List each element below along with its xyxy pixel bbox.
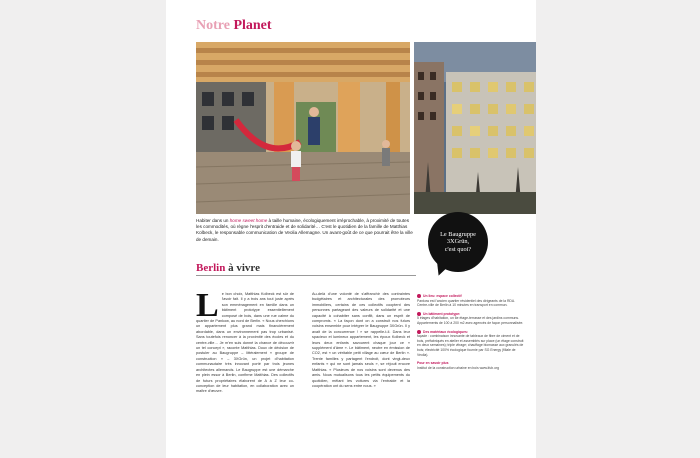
bullet-icon [417,312,421,316]
sidebar-item-head: Un bâtiment prototype: [417,312,527,317]
intro-emphasis: home sweet home [229,218,268,223]
header-word-1: Notre [196,18,230,33]
terrace-photo [196,42,410,214]
article-column-2 [312,292,410,389]
intro-before: Habiter dans un [196,218,230,223]
header-word-2: Planet [233,18,272,33]
bubble-line-2: 3XGrün, [446,238,470,246]
section-title [196,262,260,274]
sidebar-item-text: Pankow est l'ancien quartier résidentiel des dirigeants de la RDA. Centre-ville de Berlin à 10 minutes en transport en commun. [417,298,516,308]
section-title-city: Berlin [196,262,226,274]
sidebar-box [417,290,527,370]
speech-bubble [428,212,488,272]
bullet-icon [417,294,421,298]
sidebar-foot-text[interactable]: Institut de la construction urbaine en bois www.ifub.org [417,365,499,370]
bubble-line-1: Le Baugruppe [440,230,476,238]
magazine-page [166,0,536,458]
sidebar-foot-head: Pour en savoir plus [417,361,449,366]
column-1-text: e bon choix, Matthias Kolbeck est sûr de l'avoir fait. Il y a trois ans tout juste après son emménagement en famille dans un bâtiment prototype essentiellement composé de bois, dans une rue calme du quartier de Pankow, au nord de Berlin. « Nous cherchions un appartement plus grand mais financièrement abordable, dans un environnement pas trop urbanisé. Sans toutefois renoncer à la proximité des écoles et du centre-ville… Je m'en suis donné la chance de découvrir un tel concept », raconte Matthias. Doux de décision de postuler au Baugruppe – littéralement « groupe de construction » – 3XGrün, un projet d'habitation communautaire très innovant porté par trois jeunes architectes allemands. Le Baugruppe est une démarche en plein essor à Berlin, confirme Matthias. Des collectifs de futurs propriétaires élaborent de A à Z leur co-conception de leur habitation, en collaboration avec un maître d'œuvre. [196,292,294,394]
section-divider [196,275,416,276]
building-photo [414,42,536,214]
section-title-rest: à vivre [228,262,260,274]
column-2-text: Au-delà d'une volonté de s'affranchir des contraintes budgétaires et architecturales des promoteurs immobiliers, certains de ces collectifs cooptent des personnes partageant des valeurs de solidarité et une capacité à cohabiter sans conflit, dans un esprit de compromis. « La façon dont on a construit nos futurs voisins ensemble pour intégrer le Baugruppe 3XGrün. Il y avait de la concurrence ! » se rappelle-t-il. Dans leur spacieux et lumineux appartement, les époux Kolbeck et leurs deux enfants savourent chaque jour ce « supplément d'âme ». Le bâtiment, neutre en émission de CO2, est « un véritable petit village au cœur de Berlin ». Trente familles y partagent l'endroit, dont vingt-deux enfants « qui ne sont jamais seuls », se réjouit encore Matthias. « Plusieurs de nos voisins sont devenus des amis. Nous mutualisons tous les petits équipements du quotidien, mêlant les voitures via l'entraide et la coopération ont du sens entre nous. » [312,292,410,388]
sidebar-item-text: façade : combinaison innovante de tableaux de fibre de ciment et de bois, préfabriqués en atelier et assemblés sur place (un étage construit en deux semaines); triple vitrage; chauffage biomasse aux granulés de bois; électricité 100% écologique fournie par SG Energy (filiale de Veolia). [417,334,524,357]
bubble-line-3: c'est quoi? [444,245,472,253]
bullet-icon [417,330,421,334]
article-column-1 [196,287,294,395]
section-header [196,18,272,34]
sidebar-item-head: Des matériaux écologiques: [417,330,527,335]
drop-cap: L [196,287,219,324]
intro-after: à taille humaine, écologiquement irréprochable, à proximité de toutes les commodités, où règne l'esprit d'entraide et de solidarité… C'est le quotidien de la famille de Matthias Kolbeck, le responsable communication de Veolia Allemagne. Un avant-goût de ce que pourrait être la ville de demain. [196,218,413,242]
intro-paragraph [196,218,416,243]
sidebar-item-head: Un lieu: espace collectif [417,294,527,299]
sidebar-item-text: 5 étages d'habitation, un 6e étage-terrasse et des jardins communs. Appartements de 100 à 200 m2 avec agencés de façon personnalisée. [417,316,524,325]
